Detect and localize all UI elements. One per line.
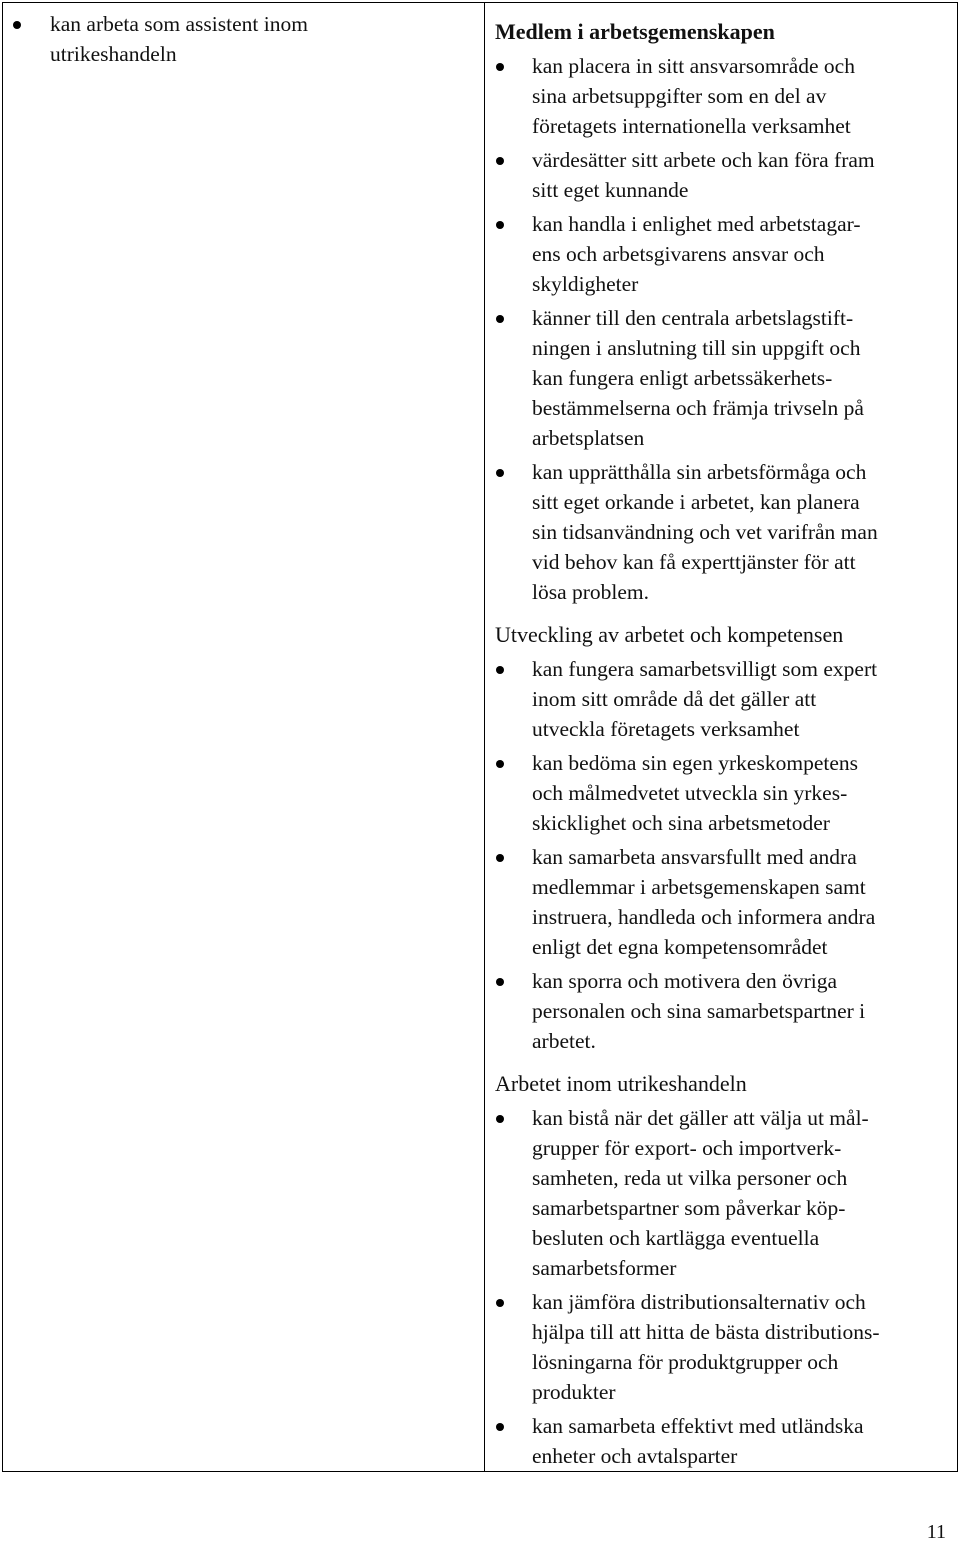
list-item-text: kan upprätthålla sin arbetsförmåga och sitt eget orkande i arbetet, kan planera sin tidsanvändning och vet varifrån man vid behov kan få experttjänster för att lösa problem. xyxy=(532,460,878,604)
list-item-text: värdesätter sitt arbete och kan föra fram sitt eget kunnande xyxy=(532,148,875,202)
list-item xyxy=(3,9,473,69)
list-item-text: kan handla i enlighet med arbetstagar- ens och arbetsgivarens ansvar och skyldigheter xyxy=(532,212,861,296)
list-item-text: kan fungera samarbetsvilligt som expert inom sitt område då det gäller att utveckla företagets verksamhet xyxy=(532,657,878,741)
list-item xyxy=(486,1411,956,1471)
list-item xyxy=(486,51,956,141)
list-item xyxy=(486,654,956,744)
bullet-icon xyxy=(496,221,504,229)
section-member xyxy=(486,17,956,607)
list-item-text: kan samarbeta ansvarsfullt med andra medlemmar i arbetsgemenskapen samt instruera, handleda och informera andra enligt det egna kompetensområdet xyxy=(532,845,876,959)
bullet-icon xyxy=(496,469,504,477)
list-item-text: kan jämföra distributionsalternativ och hjälpa till att hitta de bästa distributions- lösningarna för produktgrupper och produkter xyxy=(532,1290,880,1404)
bullet-icon xyxy=(496,854,504,862)
list-item-text: känner till den centrala arbetslagstift- ningen i anslutning till sin uppgift och kan fungera enligt arbetssäkerhets- bestämmelserna och främja trivseln på arbetsplatsen xyxy=(532,306,864,450)
list-item-text: kan samarbeta effektivt med utländska enheter och avtalsparter xyxy=(532,1414,864,1468)
section-development xyxy=(486,620,956,1056)
list-item xyxy=(486,1103,956,1283)
bullet-icon xyxy=(496,157,504,165)
section-heading: Arbetet inom utrikeshandeln xyxy=(495,1071,747,1096)
bullet-icon xyxy=(496,1115,504,1123)
bullet-icon xyxy=(496,978,504,986)
list-item-text: kan bistå när det gäller att välja ut mål- grupper för export- och importverk- samheten, reda ut vilka personer och samarbetspartner som påverkar köp- besluten och kartlägga eventuella samarbetsformer xyxy=(532,1106,869,1280)
section-heading: Medlem i arbetsgemenskapen xyxy=(495,19,775,44)
list-item xyxy=(486,303,956,453)
list-item xyxy=(486,1287,956,1407)
list-item xyxy=(486,842,956,962)
column-divider xyxy=(484,3,485,1471)
bullet-icon xyxy=(496,760,504,768)
section-foreign-trade xyxy=(486,1069,956,1471)
criteria-table xyxy=(2,2,958,1472)
list-item xyxy=(486,145,956,205)
section-heading: Utveckling av arbetet och kompetensen xyxy=(495,622,844,647)
list-item xyxy=(486,748,956,838)
list-item xyxy=(486,966,956,1056)
bullet-icon xyxy=(496,1423,504,1431)
page-number: 11 xyxy=(926,1521,946,1543)
list-item-text: kan arbeta som assistent inom utrikeshandeln xyxy=(50,12,308,66)
list-item xyxy=(486,457,956,607)
bullet-icon xyxy=(496,63,504,71)
list-item-text: kan sporra och motivera den övriga personalen och sina samarbetspartner i arbetet. xyxy=(532,969,866,1053)
list-item-text: kan placera in sitt ansvarsområde och sina arbetsuppgifter som en del av företagets internationella verksamhet xyxy=(532,54,855,138)
bullet-icon xyxy=(13,21,21,29)
bullet-icon xyxy=(496,666,504,674)
bullet-icon xyxy=(496,315,504,323)
list-item-text: kan bedöma sin egen yrkeskompetens och målmedvetet utveckla sin yrkes- skicklighet och sina arbetsmetoder xyxy=(532,751,858,835)
list-item xyxy=(486,209,956,299)
bullet-icon xyxy=(496,1299,504,1307)
